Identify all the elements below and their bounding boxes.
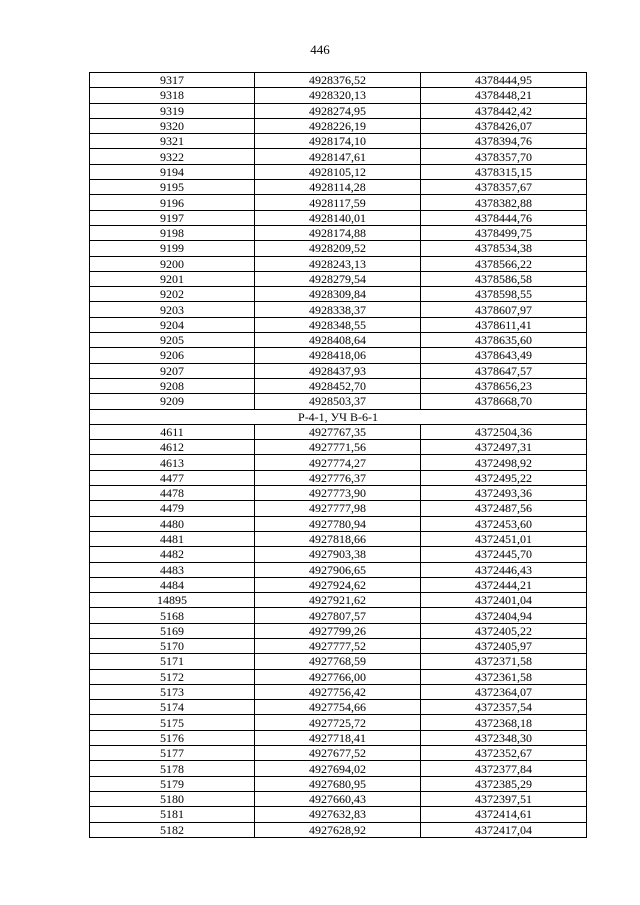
x-coordinate-cell: 4928140,01 [255,210,421,225]
table-row [90,302,587,317]
y-coordinate-cell: 4378611,41 [421,317,587,332]
y-coordinate-cell: 4372495,22 [421,470,587,485]
x-coordinate-cell: 4927718,41 [255,730,421,745]
x-coordinate-cell: 4927777,98 [255,501,421,516]
point-number-cell: 5181 [90,807,255,822]
y-coordinate-cell: 4378444,76 [421,210,587,225]
y-coordinate-cell: 4372352,67 [421,746,587,761]
point-number-cell: 5179 [90,776,255,791]
point-number-cell: 9194 [90,164,255,179]
x-coordinate-cell: 4927754,66 [255,700,421,715]
point-number-cell: 9208 [90,378,255,393]
x-coordinate-cell: 4928226,19 [255,118,421,133]
x-coordinate-cell: 4928348,55 [255,317,421,332]
table-row [90,822,587,837]
point-number-cell: 4612 [90,440,255,455]
point-number-cell: 9199 [90,241,255,256]
table-row [90,118,587,133]
y-coordinate-cell: 4372414,61 [421,807,587,822]
x-coordinate-cell: 4928309,84 [255,287,421,302]
y-coordinate-cell: 4378357,67 [421,180,587,195]
point-number-cell: 14895 [90,593,255,608]
x-coordinate-cell: 4927903,38 [255,547,421,562]
table-row [90,287,587,302]
table-row [90,149,587,164]
table-row [90,684,587,699]
x-coordinate-cell: 4927677,52 [255,746,421,761]
y-coordinate-cell: 4372504,36 [421,424,587,439]
x-coordinate-cell: 4928105,12 [255,164,421,179]
point-number-cell: 5175 [90,715,255,730]
point-number-cell: 4478 [90,486,255,501]
table-row [90,271,587,286]
table-row [90,88,587,103]
y-coordinate-cell: 4378394,76 [421,134,587,149]
table-row [90,378,587,393]
y-coordinate-cell: 4378598,55 [421,287,587,302]
point-number-cell: 9319 [90,103,255,118]
x-coordinate-cell: 4928320,13 [255,88,421,103]
x-coordinate-cell: 4928408,64 [255,333,421,348]
point-number-cell: 4613 [90,455,255,470]
point-number-cell: 4483 [90,562,255,577]
point-number-cell: 4480 [90,516,255,531]
point-number-cell: 5168 [90,608,255,623]
x-coordinate-cell: 4928503,37 [255,394,421,409]
table-row [90,638,587,653]
table-row [90,486,587,501]
point-number-cell: 5182 [90,822,255,837]
y-coordinate-cell: 4372498,92 [421,455,587,470]
section-header-row [90,409,587,424]
x-coordinate-cell: 4928279,54 [255,271,421,286]
table-row [90,577,587,592]
table-row [90,180,587,195]
y-coordinate-cell: 4372405,22 [421,623,587,638]
table-row [90,547,587,562]
x-coordinate-cell: 4927725,72 [255,715,421,730]
table-row [90,134,587,149]
table-row [90,562,587,577]
y-coordinate-cell: 4372404,94 [421,608,587,623]
table-row [90,746,587,761]
point-number-cell: 5178 [90,761,255,776]
y-coordinate-cell: 4378357,70 [421,149,587,164]
table-row [90,333,587,348]
y-coordinate-cell: 4372405,97 [421,638,587,653]
y-coordinate-cell: 4378426,07 [421,118,587,133]
y-coordinate-cell: 4378382,88 [421,195,587,210]
y-coordinate-cell: 4372445,70 [421,547,587,562]
point-number-cell: 5177 [90,746,255,761]
page-number: 446 [310,42,330,57]
x-coordinate-cell: 4927780,94 [255,516,421,531]
x-coordinate-cell: 4927771,56 [255,440,421,455]
x-coordinate-cell: 4927680,95 [255,776,421,791]
table-row [90,256,587,271]
table-row [90,516,587,531]
table-row [90,317,587,332]
x-coordinate-cell: 4927921,62 [255,593,421,608]
x-coordinate-cell: 4928117,59 [255,195,421,210]
point-number-cell: 9320 [90,118,255,133]
x-coordinate-cell: 4927773,90 [255,486,421,501]
table-row [90,363,587,378]
table-row [90,730,587,745]
table-row [90,440,587,455]
table-row [90,210,587,225]
point-number-cell: 9204 [90,317,255,332]
x-coordinate-cell: 4927807,57 [255,608,421,623]
y-coordinate-cell: 4372401,04 [421,593,587,608]
x-coordinate-cell: 4928243,13 [255,256,421,271]
y-coordinate-cell: 4372385,29 [421,776,587,791]
x-coordinate-cell: 4927776,37 [255,470,421,485]
y-coordinate-cell: 4378566,22 [421,256,587,271]
table-row [90,669,587,684]
x-coordinate-cell: 4928338,37 [255,302,421,317]
x-coordinate-cell: 4927924,62 [255,577,421,592]
table-row [90,608,587,623]
x-coordinate-cell: 4927660,43 [255,791,421,806]
y-coordinate-cell: 4372453,60 [421,516,587,531]
table-row [90,424,587,439]
coordinates-table [89,72,587,838]
table-row [90,195,587,210]
x-coordinate-cell: 4927774,27 [255,455,421,470]
table-row [90,807,587,822]
point-number-cell: 4482 [90,547,255,562]
table-row [90,241,587,256]
y-coordinate-cell: 4372361,58 [421,669,587,684]
point-number-cell: 5170 [90,638,255,653]
table-row [90,164,587,179]
y-coordinate-cell: 4378635,60 [421,333,587,348]
section-title: Р-4-1, УЧ В-6-1 [90,409,587,424]
table-row [90,394,587,409]
point-number-cell: 9198 [90,225,255,240]
point-number-cell: 9195 [90,180,255,195]
y-coordinate-cell: 4378448,21 [421,88,587,103]
table-row [90,623,587,638]
y-coordinate-cell: 4372446,43 [421,562,587,577]
table-row [90,501,587,516]
y-coordinate-cell: 4372348,30 [421,730,587,745]
y-coordinate-cell: 4378668,70 [421,394,587,409]
point-number-cell: 5173 [90,684,255,699]
y-coordinate-cell: 4378442,42 [421,103,587,118]
table-row [90,761,587,776]
table-row [90,791,587,806]
y-coordinate-cell: 4372397,51 [421,791,587,806]
x-coordinate-cell: 4928209,52 [255,241,421,256]
point-number-cell: 9321 [90,134,255,149]
x-coordinate-cell: 4927818,66 [255,531,421,546]
point-number-cell: 5174 [90,700,255,715]
table-row [90,73,587,88]
table-row [90,700,587,715]
table-row [90,348,587,363]
x-coordinate-cell: 4927768,59 [255,654,421,669]
x-coordinate-cell: 4928452,70 [255,378,421,393]
point-number-cell: 9201 [90,271,255,286]
y-coordinate-cell: 4378499,75 [421,225,587,240]
point-number-cell: 4479 [90,501,255,516]
x-coordinate-cell: 4928147,61 [255,149,421,164]
x-coordinate-cell: 4928376,52 [255,73,421,88]
point-number-cell: 9207 [90,363,255,378]
point-number-cell: 5176 [90,730,255,745]
point-number-cell: 5169 [90,623,255,638]
x-coordinate-cell: 4927756,42 [255,684,421,699]
coordinates-table-body [90,73,587,838]
y-coordinate-cell: 4378656,23 [421,378,587,393]
x-coordinate-cell: 4927628,92 [255,822,421,837]
table-row [90,593,587,608]
y-coordinate-cell: 4372371,58 [421,654,587,669]
y-coordinate-cell: 4372493,36 [421,486,587,501]
x-coordinate-cell: 4927766,00 [255,669,421,684]
x-coordinate-cell: 4928437,93 [255,363,421,378]
y-coordinate-cell: 4378315,15 [421,164,587,179]
point-number-cell: 9197 [90,210,255,225]
x-coordinate-cell: 4928174,10 [255,134,421,149]
x-coordinate-cell: 4927777,52 [255,638,421,653]
table-row [90,455,587,470]
y-coordinate-cell: 4372497,31 [421,440,587,455]
y-coordinate-cell: 4372377,84 [421,761,587,776]
point-number-cell: 9202 [90,287,255,302]
point-number-cell: 4481 [90,531,255,546]
point-number-cell: 9318 [90,88,255,103]
point-number-cell: 9317 [90,73,255,88]
x-coordinate-cell: 4928418,06 [255,348,421,363]
x-coordinate-cell: 4928114,28 [255,180,421,195]
point-number-cell: 9206 [90,348,255,363]
x-coordinate-cell: 4927632,83 [255,807,421,822]
x-coordinate-cell: 4927799,26 [255,623,421,638]
point-number-cell: 9200 [90,256,255,271]
table-row [90,715,587,730]
point-number-cell: 9203 [90,302,255,317]
x-coordinate-cell: 4928274,95 [255,103,421,118]
y-coordinate-cell: 4378647,57 [421,363,587,378]
point-number-cell: 9196 [90,195,255,210]
table-row [90,103,587,118]
point-number-cell: 9205 [90,333,255,348]
point-number-cell: 5171 [90,654,255,669]
table-row [90,654,587,669]
point-number-cell: 4611 [90,424,255,439]
y-coordinate-cell: 4372417,04 [421,822,587,837]
point-number-cell: 5172 [90,669,255,684]
x-coordinate-cell: 4927694,02 [255,761,421,776]
point-number-cell: 4484 [90,577,255,592]
point-number-cell: 9322 [90,149,255,164]
y-coordinate-cell: 4378586,58 [421,271,587,286]
point-number-cell: 4477 [90,470,255,485]
table-row [90,531,587,546]
y-coordinate-cell: 4372451,01 [421,531,587,546]
x-coordinate-cell: 4927906,65 [255,562,421,577]
point-number-cell: 9209 [90,394,255,409]
y-coordinate-cell: 4372364,07 [421,684,587,699]
point-number-cell: 5180 [90,791,255,806]
table-row [90,776,587,791]
x-coordinate-cell: 4927767,35 [255,424,421,439]
y-coordinate-cell: 4372444,21 [421,577,587,592]
y-coordinate-cell: 4378643,49 [421,348,587,363]
y-coordinate-cell: 4378607,97 [421,302,587,317]
y-coordinate-cell: 4372368,18 [421,715,587,730]
table-row [90,225,587,240]
table-row [90,470,587,485]
y-coordinate-cell: 4372487,56 [421,501,587,516]
y-coordinate-cell: 4378534,38 [421,241,587,256]
y-coordinate-cell: 4372357,54 [421,700,587,715]
x-coordinate-cell: 4928174,88 [255,225,421,240]
y-coordinate-cell: 4378444,95 [421,73,587,88]
